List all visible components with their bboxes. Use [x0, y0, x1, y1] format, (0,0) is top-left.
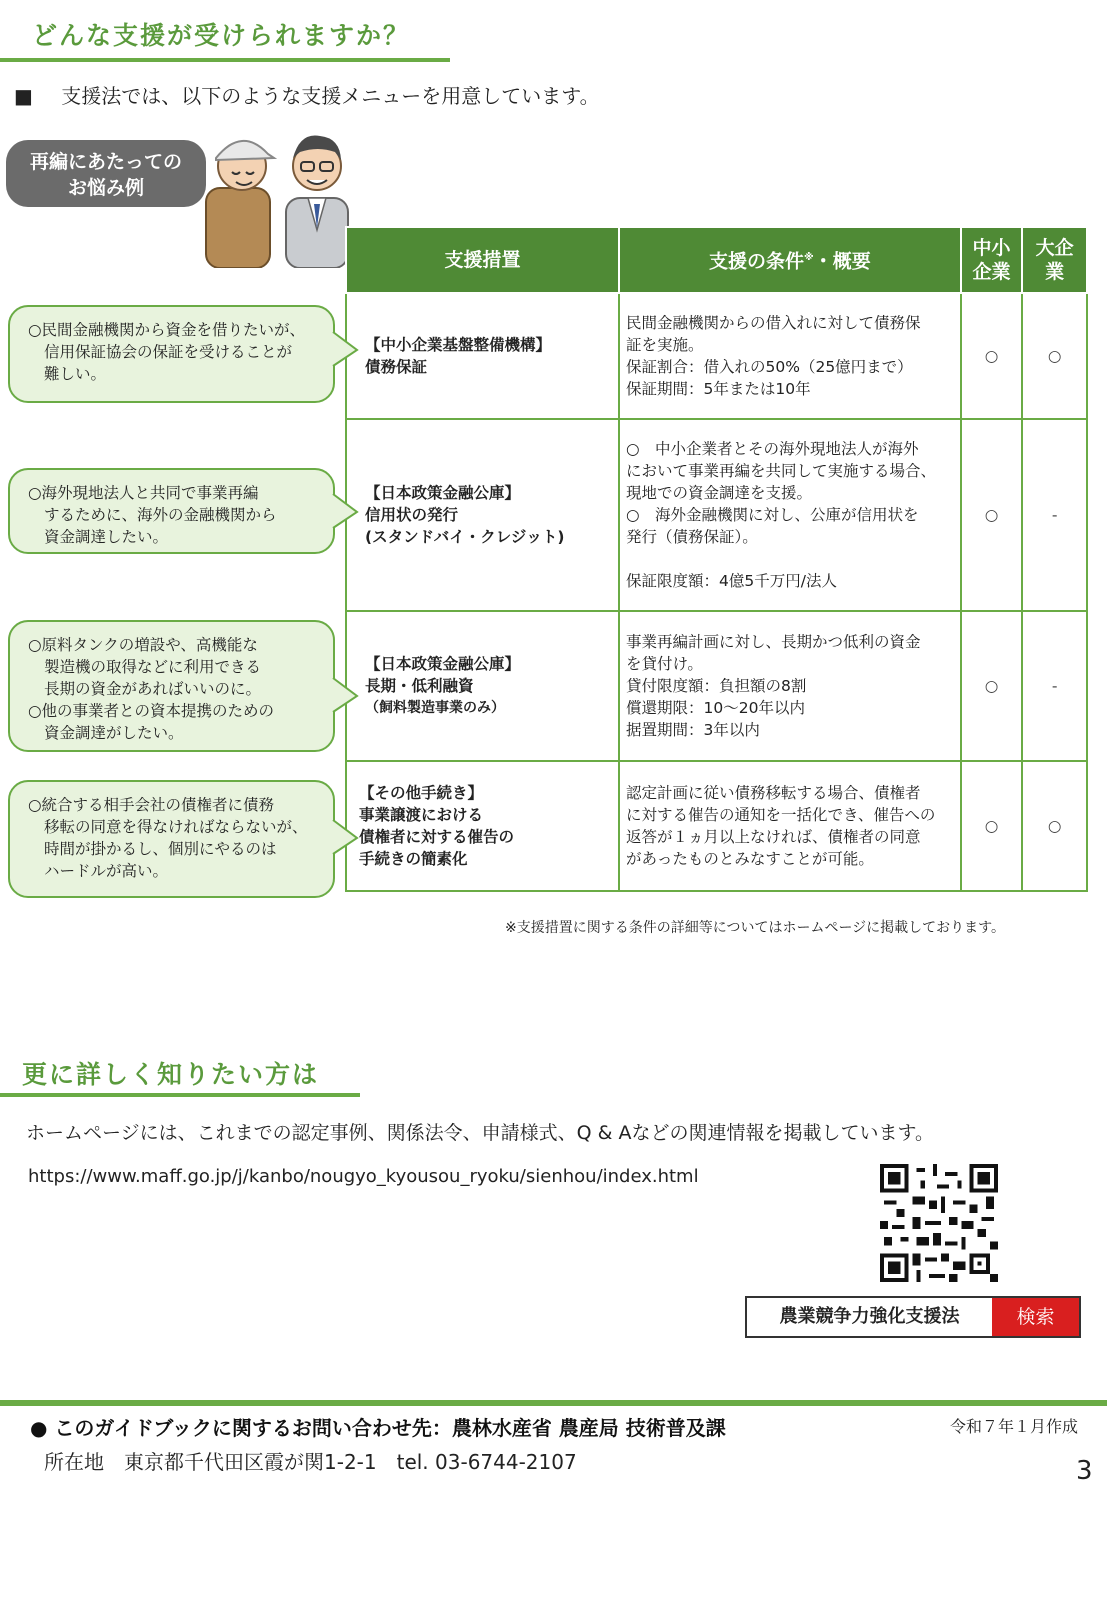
- large-mark: ○: [1022, 761, 1087, 891]
- condition-line: 保証限度額：4億5千万円/法人: [626, 572, 837, 590]
- search-button[interactable]: 検索: [992, 1298, 1079, 1336]
- condition-cell: [619, 293, 961, 419]
- consultation-illustration: [200, 118, 350, 268]
- measure-line: 【日本政策金融公庫】: [365, 484, 521, 502]
- bubble-pointer: [331, 492, 359, 532]
- sme-mark: ○: [961, 761, 1023, 891]
- measure-line: (スタンドバイ・クレジット): [365, 528, 565, 546]
- sme-mark: ○: [961, 419, 1023, 611]
- worry-line: 製造機の取得などに利用できる: [44, 658, 262, 676]
- large-mark: ○: [1022, 293, 1087, 419]
- section-title-underline: [0, 58, 450, 62]
- condition-line: 返答が１ヵ月以上なければ、債権者の同意: [626, 828, 921, 846]
- condition-line: があったものとみなすことが可能。: [626, 850, 874, 868]
- worry-line: ○原料タンクの増設や、高機能な: [28, 636, 258, 654]
- footer-rule: [0, 1400, 1107, 1406]
- condition-line: 保証割合：借入れの50%（25億円まで）: [626, 358, 913, 376]
- condition-cell: [619, 611, 961, 761]
- measure-line: 【その他手続き】: [359, 784, 484, 802]
- worry-badge-line-1: 再編にあたっての: [29, 151, 182, 173]
- worry-line: 移転の同意を得なければならないが、: [44, 818, 308, 836]
- worry-bubble: [8, 468, 335, 554]
- measure-cell: [346, 419, 619, 611]
- homepage-url-link[interactable]: https://www.maff.go.jp/j/kanbo/nougyo_kyousou_ryoku/sienhou/index.html: [28, 1166, 699, 1187]
- worry-bubble: [8, 780, 335, 898]
- section-title-more-info: 更に詳しく知りたい方は: [22, 1060, 320, 1089]
- header-large-line-1: 大企: [1035, 237, 1074, 259]
- qr-code[interactable]: [880, 1164, 998, 1282]
- sme-mark: ○: [961, 611, 1023, 761]
- worry-line: ○民間金融機関から資金を借りたいが、: [28, 321, 306, 339]
- worker-figure: [206, 141, 274, 268]
- measure-line: 債務保証: [365, 358, 428, 376]
- section-title-support: どんな支援が受けられますか？: [32, 21, 411, 50]
- header-sme: [961, 227, 1023, 293]
- measure-line: （飼料製造事業のみ）: [365, 700, 505, 716]
- worry-line: するために、海外の金融機関から: [44, 506, 277, 524]
- condition-line: に対する催告の通知を一括化でき、催告への: [626, 806, 936, 824]
- address-line: 所在地 東京都千代田区霞が関1-2-1 tel. 03-6744-2107: [44, 1450, 577, 1474]
- worry-line: ○海外現地法人と共同で事業再編: [28, 484, 259, 502]
- condition-line: 証を実施。: [626, 336, 704, 354]
- measure-line: 長期・低利融資: [365, 677, 474, 695]
- worry-line: ○統合する相手会社の債権者に債務: [28, 796, 275, 814]
- measure-line: 【日本政策金融公庫】: [365, 655, 521, 673]
- table-header-row: [346, 227, 1087, 293]
- measure-line: 【中小企業基盤整備機構】: [365, 336, 552, 354]
- header-large: [1022, 227, 1087, 293]
- measure-cell: [346, 293, 619, 419]
- table-row: [346, 419, 1087, 611]
- measure-line: 手続きの簡素化: [359, 850, 468, 868]
- condition-line: 据置期間：3年以内: [626, 721, 760, 739]
- table-footnote: ※支援措置に関する条件の詳細等についてはホームページに掲載しております。: [505, 920, 1006, 936]
- worry-line: 資金調達がしたい。: [44, 724, 184, 742]
- homepage-description: ホームページには、これまでの認定事例、関係法令、申請様式、Q & Aなどの関連情報を掲載しています。: [26, 1122, 934, 1144]
- measure-line: 債権者に対する催告の: [359, 828, 515, 846]
- bubble-pointer: [331, 818, 359, 858]
- header-measure: 支援措置: [346, 227, 619, 293]
- condition-line: 認定計画に従い債務移転する場合、債権者: [626, 784, 921, 802]
- intro-text: [14, 80, 600, 109]
- sme-mark: ○: [961, 293, 1023, 419]
- creation-date: 令和７年１月作成: [950, 1417, 1079, 1436]
- intro-sentence: 支援法では、以下のような支援メニューを用意しています。: [61, 84, 600, 108]
- condition-line: 民間金融機関からの借入れに対して債務保: [626, 314, 921, 332]
- worry-bubble: [8, 620, 335, 752]
- bubble-pointer: [331, 676, 359, 716]
- table-row: [346, 293, 1087, 419]
- worry-badge-line-2: お悩み例: [67, 177, 144, 199]
- bubble-pointer: [331, 330, 359, 370]
- contact-info: ● このガイドブックに関するお問い合わせ先：農林水産省 農産局 技術普及課: [30, 1416, 726, 1440]
- worry-examples-badge: [6, 140, 206, 207]
- header-condition-suffix: ・概要: [813, 250, 871, 273]
- large-mark: -: [1022, 611, 1087, 761]
- header-sme-line-1: 中小: [972, 237, 1011, 259]
- condition-line: において事業再編を共同して実施する場合、: [626, 462, 937, 480]
- header-condition-label: 支援の条件: [708, 250, 804, 273]
- condition-line: 事業再編計画に対し、長期かつ低利の資金: [626, 633, 921, 651]
- condition-cell: [619, 419, 961, 611]
- worry-line: ○他の事業者との資本提携のための: [28, 702, 275, 720]
- condition-line: 保証期間：5年または10年: [626, 380, 811, 398]
- condition-spacer: [626, 548, 954, 570]
- page-number: 3: [1076, 1456, 1093, 1486]
- businessman-figure: [286, 135, 348, 268]
- worry-line: 資金調達したい。: [44, 528, 169, 546]
- condition-line: 貸付限度額：負担額の8割: [626, 677, 807, 695]
- worry-line: 難しい。: [44, 365, 107, 383]
- worry-line: ハードルが高い。: [44, 862, 169, 880]
- condition-line: ○ 中小企業者とその海外現地法人が海外: [626, 440, 919, 458]
- table-row: [346, 611, 1087, 761]
- measure-cell: [346, 611, 619, 761]
- condition-line: を貸付け。: [626, 655, 703, 673]
- condition-line: 現地での資金調達を支援。: [626, 484, 813, 502]
- header-sme-line-2: 企業: [972, 261, 1011, 283]
- condition-line: 発行（債務保証）。: [626, 528, 758, 546]
- worry-line: 長期の資金があればいいのに。: [44, 680, 262, 698]
- condition-cell: [619, 761, 961, 891]
- section-title-underline: [0, 1093, 360, 1097]
- header-large-line-2: 業: [1045, 261, 1065, 283]
- header-condition: [619, 227, 961, 293]
- table-row: [346, 761, 1087, 891]
- measure-cell: [346, 761, 619, 891]
- search-box: [745, 1296, 1081, 1338]
- condition-line: ○ 海外金融機関に対し、公庫が信用状を: [626, 506, 919, 524]
- measure-line: 信用状の発行: [365, 506, 459, 524]
- large-mark: -: [1022, 419, 1087, 611]
- worry-line: 時間が掛かるし、個別にやるのは: [44, 840, 277, 858]
- worry-line: 信用保証協会の保証を受けることが: [44, 343, 293, 361]
- worry-bubble: [8, 305, 335, 403]
- header-condition-note: ※: [804, 252, 814, 264]
- support-measures-table: [345, 226, 1088, 892]
- measure-line: 事業譲渡における: [359, 806, 484, 824]
- search-query[interactable]: 農業競争力強化支援法: [779, 1306, 960, 1327]
- condition-line: 償還期限：10～20年以内: [626, 699, 805, 717]
- intro-marker: ■: [14, 84, 33, 108]
